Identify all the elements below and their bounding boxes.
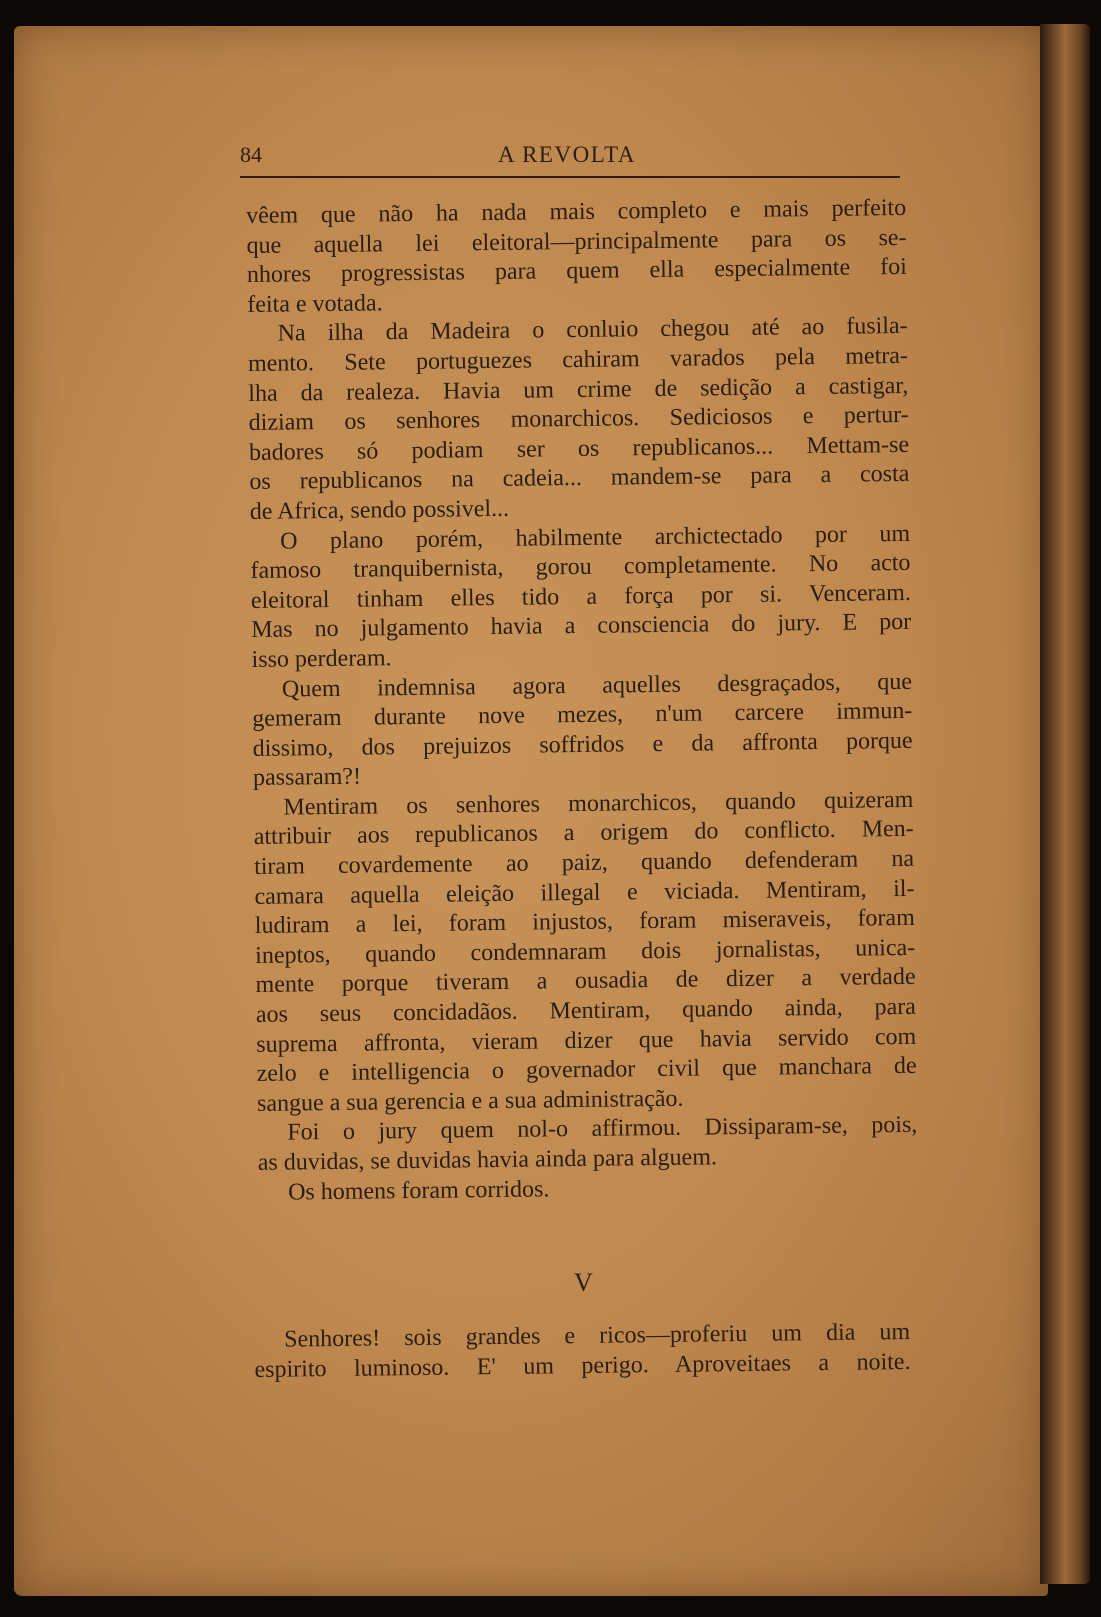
text-line: mente porque tiveram a ousadia de dizer a verdade — [255, 964, 916, 999]
text-line: dissimo, dos prejuizos soffridos e da affronta porque — [252, 727, 913, 762]
text-line: Mentiram os senhores monarchicos, quando quizeram — [283, 786, 914, 821]
text-line: famoso tranquibernista, gorou completamente. No acto — [250, 550, 911, 585]
text-line: badores só podiam ser os republicanos... Mettam-se — [248, 431, 910, 466]
text-line: sangue a sua gerencia e a sua administração. — [256, 1085, 684, 1117]
text-line: isso perderam. — [251, 645, 392, 673]
text-line: lha da realeza. Havia um crime de sedição a castigar, — [248, 372, 909, 407]
page-edge — [1040, 24, 1090, 1584]
text-line: zelo e intelligencia o governador civil que manchara de — [256, 1053, 917, 1088]
text-line: nhores progressistas para quem ella especialmente foi — [246, 254, 908, 289]
text-line: Foi o jury quem nol-o affirmou. Dissiparam-se, pois, — [287, 1112, 918, 1146]
text-line: que aquella lei eleitoral—principalmente para os se- — [246, 224, 907, 259]
text-line: feita e votada. — [247, 290, 383, 318]
section-heading: V — [574, 1268, 593, 1297]
page-number: 84 — [240, 142, 262, 167]
body-text — [246, 194, 918, 1208]
text-line: diziam os senhores monarchicos. Sediciosos e pertur- — [248, 402, 909, 437]
text-line: O plano porém, habilmente archictectado por um — [279, 520, 911, 555]
text-line: Os homens foram corridos. — [287, 1175, 550, 1206]
running-title: A REVOLTA — [498, 142, 636, 167]
header-rule — [240, 176, 900, 178]
text-line: ludiram a lei, foram injustos, foram miseraveis, foram — [254, 905, 915, 940]
text-line: aos seus concidadãos. Mentiram, quando ainda, para — [255, 993, 917, 1028]
text-line: ineptos, quando condemnaram dois jornalistas, unica- — [255, 934, 916, 969]
text-line: de Africa, sendo possivel... — [249, 495, 510, 525]
text-line: Mas no julgamento havia a consciencia do jury. E por — [251, 609, 912, 644]
text-line: Quem indemnisa agora aquelles desgraçados, que — [281, 668, 913, 703]
text-line: suprema affronta, vieram dizer que havia servido com — [256, 1023, 917, 1058]
text-line: Na ilha da Madeira o conluio chegou até ao fusila- — [277, 313, 908, 347]
text-line: espirito luminoso. E' um perigo. Aproveitaes a noite. — [254, 1348, 911, 1383]
text-line: attribuir aos republicanos a origem do conflicto. Men- — [253, 816, 914, 851]
text-line: eleitoral tinham elles tido a força por si. Venceram. — [250, 579, 911, 614]
text-line: camara aquella eleição illegal e viciada. Mentiram, il- — [254, 875, 915, 910]
text-line: vêem que não ha nada mais completo e mais perfeito — [246, 194, 907, 229]
text-line: tiram covardemente ao paiz, quando defenderam na — [253, 845, 915, 881]
text-line: as duvidas, se duvidas havia ainda para alguem. — [257, 1144, 718, 1176]
text-line: os republicanos na cadeia... mandem-se para a costa — [249, 461, 910, 496]
page-header — [240, 142, 906, 182]
closing-paragraph — [254, 1318, 911, 1385]
text-line: passaram?! — [252, 763, 362, 792]
text-line: Senhores! sois grandes e ricos—proferiu um dia um — [284, 1318, 911, 1353]
text-line: mento. Sete portuguezes cahiram varados pela metra- — [247, 342, 909, 377]
text-line: gemeram durante nove mezes, n'um carcere immun- — [252, 697, 913, 733]
